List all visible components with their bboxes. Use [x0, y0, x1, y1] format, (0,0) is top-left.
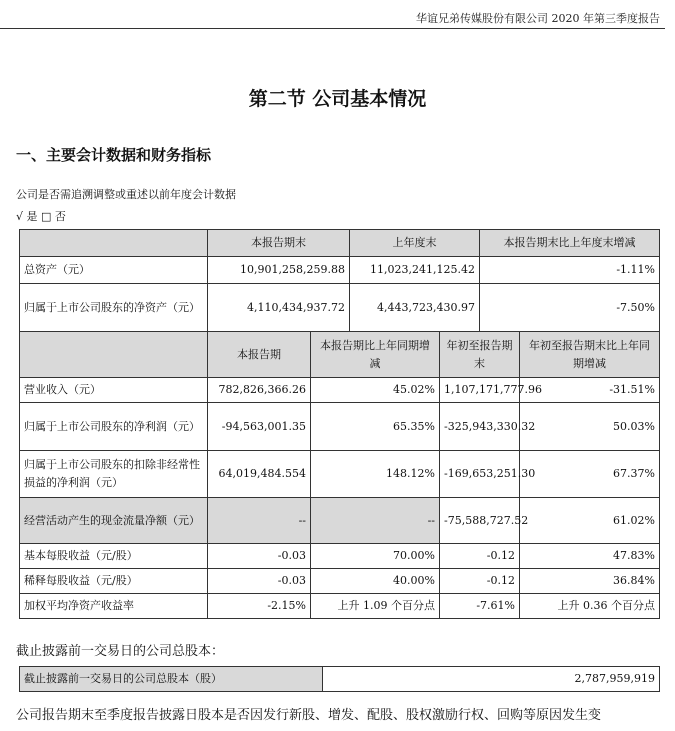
section-heading: 一、主要会计数据和财务指标: [16, 146, 212, 164]
table2-col-header: 本报告期比上年同期增减: [311, 332, 440, 378]
cell-value: -94,563,001.35: [208, 403, 311, 451]
table-row: [20, 498, 660, 544]
cell-value: 50.03%: [520, 403, 660, 451]
cell-value: 36.84%: [520, 569, 660, 594]
cell-value: -2.15%: [208, 594, 311, 619]
row-label: 截止披露前一交易日的公司总股本（股）: [20, 667, 323, 692]
restatement-answer: √ 是 □ 否: [16, 210, 66, 223]
table-row: [20, 544, 660, 569]
table-row: [20, 569, 660, 594]
restatement-question: 公司是否需追溯调整或重述以前年度会计数据: [16, 188, 236, 201]
cell-value: -1.11%: [480, 257, 660, 284]
table2-corner: [20, 332, 208, 378]
share-capital-caption: 截止披露前一交易日的公司总股本：: [16, 644, 225, 659]
cell-value: -0.12: [440, 544, 520, 569]
cell-value: 47.83%: [520, 544, 660, 569]
table-row: [20, 378, 660, 403]
table2-col-header: 本报告期: [208, 332, 311, 378]
cell-value: -7.61%: [440, 594, 520, 619]
report-header: 华谊兄弟传媒股份有限公司 2020 年第三季度报告: [416, 12, 660, 25]
cell-value: 782,826,366.26: [208, 378, 311, 403]
row-label: 基本每股收益（元/股）: [20, 544, 208, 569]
cell-value: -325,943,330.32: [440, 403, 520, 451]
cell-value: -0.03: [208, 544, 311, 569]
cell-value: 40.00%: [311, 569, 440, 594]
financial-table: [19, 229, 660, 619]
cell-value: 2,787,959,919: [323, 667, 660, 692]
table-row: [20, 667, 660, 692]
table1-header-row: [20, 230, 660, 257]
row-label: 稀释每股收益（元/股）: [20, 569, 208, 594]
cell-value: -169,653,251.30: [440, 451, 520, 498]
cell-value: 64,019,484.554: [208, 451, 311, 498]
cell-value: --: [208, 498, 311, 544]
cell-value: 1,107,171,777.96: [440, 378, 520, 403]
table-row: [20, 403, 660, 451]
row-label: 经营活动产生的现金流量净额（元）: [20, 498, 208, 544]
cell-value: 4,110,434,937.72: [208, 284, 350, 332]
row-label: 营业收入（元）: [20, 378, 208, 403]
cell-value: -31.51%: [520, 378, 660, 403]
cell-value: -75,588,727.52: [440, 498, 520, 544]
table-row: [20, 284, 660, 332]
row-label: 归属于上市公司股东的扣除非经常性损益的净利润（元）: [20, 451, 208, 498]
table-row: [20, 594, 660, 619]
cell-value: 11,023,241,125.42: [350, 257, 480, 284]
table1-col-header: 本报告期末: [208, 230, 350, 257]
table-row: [20, 451, 660, 498]
row-label: 归属于上市公司股东的净资产（元）: [20, 284, 208, 332]
cell-value: -7.50%: [480, 284, 660, 332]
body-paragraph: 公司报告期末至季度报告披露日股本是否因发行新股、增发、配股、股权激励行权、回购等原因发生变: [16, 708, 602, 723]
cell-value: 45.02%: [311, 378, 440, 403]
row-label: 总资产（元）: [20, 257, 208, 284]
table2-header-row: [20, 332, 660, 378]
table2-col-header: 年初至报告期末比上年同期增减: [520, 332, 660, 378]
table2-col-header: 年初至报告期末: [440, 332, 520, 378]
cell-value: 61.02%: [520, 498, 660, 544]
cell-value: 上升 0.36 个百分点: [520, 594, 660, 619]
cell-value: -0.12: [440, 569, 520, 594]
cell-value: 148.12%: [311, 451, 440, 498]
table1-col-header: 本报告期末比上年度末增减: [480, 230, 660, 257]
cell-value: -0.03: [208, 569, 311, 594]
cell-value: 70.00%: [311, 544, 440, 569]
header-divider: [0, 28, 665, 29]
share-capital-table: [19, 666, 660, 692]
table1-col-header: 上年度末: [350, 230, 480, 257]
table-row: [20, 257, 660, 284]
cell-value: 10,901,258,259.88: [208, 257, 350, 284]
row-label: 归属于上市公司股东的净利润（元）: [20, 403, 208, 451]
row-label: 加权平均净资产收益率: [20, 594, 208, 619]
cell-value: 65.35%: [311, 403, 440, 451]
table1-corner: [20, 230, 208, 257]
cell-value: --: [311, 498, 440, 544]
cell-value: 上升 1.09 个百分点: [311, 594, 440, 619]
cell-value: 4,443,723,430.97: [350, 284, 480, 332]
page-title: 第二节 公司基本情况: [248, 88, 427, 110]
cell-value: 67.37%: [520, 451, 660, 498]
